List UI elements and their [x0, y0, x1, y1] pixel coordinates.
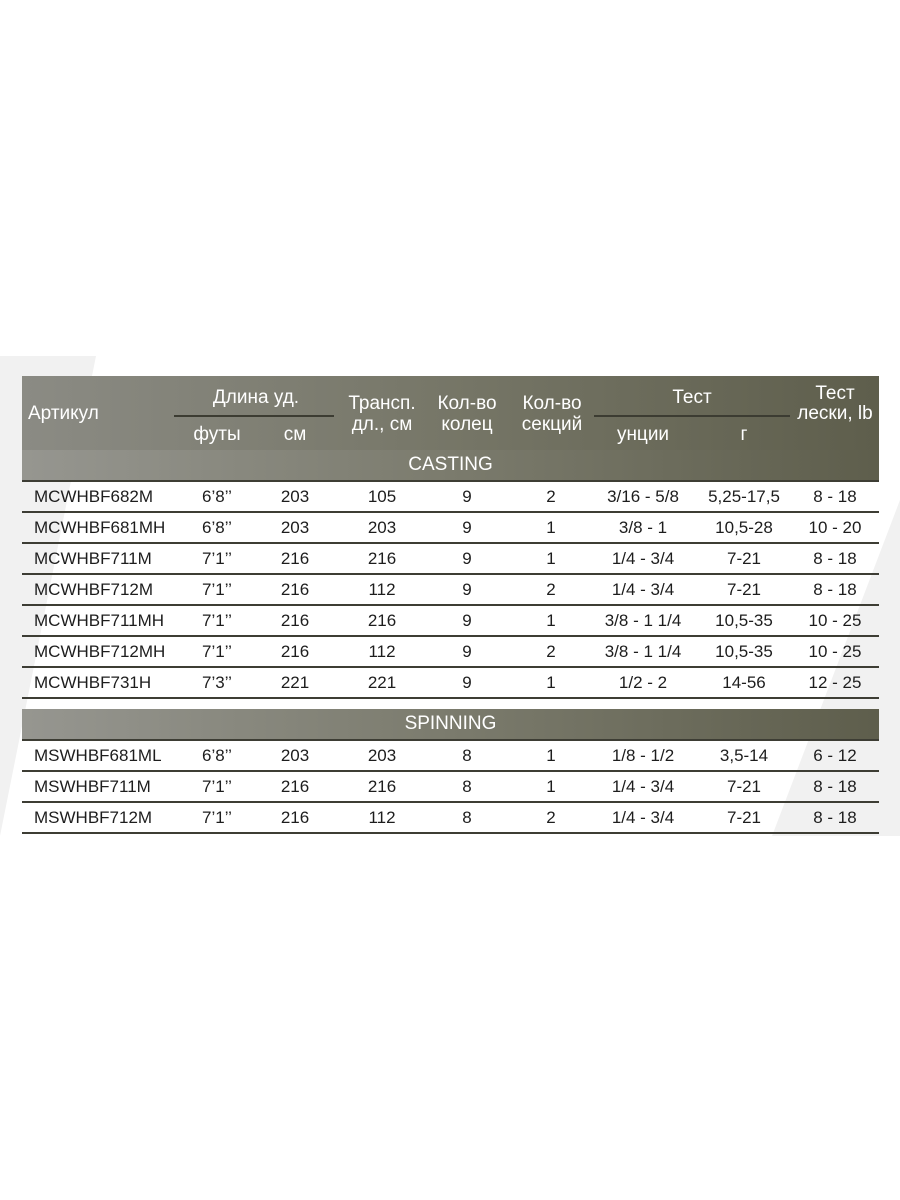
test-g-cell: 5,25-17,5: [708, 487, 780, 506]
table-header: [22, 376, 879, 450]
test-underline: [594, 415, 790, 417]
test-g-cell: 10,5-35: [715, 642, 773, 661]
length-cm-cell: 203: [280, 746, 310, 765]
section-spinning-title: SPINNING: [22, 709, 879, 739]
length-cm-cell: 216: [280, 611, 310, 630]
test-oz-cell: 1/4 - 3/4: [611, 580, 675, 599]
article-cell: MCWHBF711M: [34, 549, 152, 568]
sections-cell: 2: [546, 487, 556, 506]
test-oz-cell: 1/8 - 1/2: [611, 746, 675, 765]
sections-cell: 1: [546, 518, 556, 537]
rings-cell: 9: [462, 487, 472, 506]
rings-cell: 9: [462, 642, 472, 661]
length-ft-cell: 7’1’’: [202, 808, 232, 827]
sections-cell: 1: [546, 746, 556, 765]
spinning-rows: [22, 741, 879, 834]
length-cm-cell: 216: [280, 549, 310, 568]
casting-rows: [22, 482, 879, 699]
line-test-cell: 10 - 20: [808, 518, 862, 537]
length-cm-cell: 216: [280, 642, 310, 661]
article-cell: MCWHBF681MH: [34, 518, 166, 537]
length-cm-cell: 216: [280, 777, 310, 796]
test-g-cell: 7-21: [726, 580, 762, 599]
length-cm-cell: 221: [280, 673, 310, 692]
sections-cell: 1: [546, 549, 556, 568]
transport-cell: 112: [368, 580, 396, 599]
col-test-header: Тест: [672, 387, 712, 408]
length-cm-cell: 216: [280, 808, 310, 827]
table-row: [22, 772, 879, 803]
col-sections-header-1: Кол-во: [522, 393, 582, 414]
test-oz-cell: 3/8 - 1 1/4: [604, 611, 682, 630]
sections-cell: 1: [546, 611, 556, 630]
sections-cell: 1: [546, 673, 556, 692]
line-test-cell: 8 - 18: [813, 580, 857, 599]
col-transport-header-1: Трансп.: [348, 393, 416, 414]
table-row: [22, 741, 879, 772]
col-feet-header: футы: [193, 424, 241, 445]
rings-cell: 9: [462, 580, 472, 599]
length-ft-cell: 7’1’’: [202, 549, 232, 568]
sections-cell: 2: [546, 642, 556, 661]
rings-cell: 8: [462, 808, 472, 827]
col-line-test-header-2: лески, lb: [797, 403, 873, 424]
transport-cell: 216: [367, 611, 397, 630]
length-ft-cell: 6’8’’: [202, 746, 232, 765]
transport-cell: 203: [367, 746, 397, 765]
rings-cell: 9: [462, 611, 472, 630]
table-row: [22, 544, 879, 575]
length-cm-cell: 203: [280, 487, 310, 506]
line-test-cell: 12 - 25: [808, 673, 862, 692]
article-cell: MSWHBF681ML: [34, 746, 162, 765]
sections-cell: 1: [546, 777, 556, 796]
rings-cell: 8: [462, 777, 472, 796]
table-row: [22, 482, 879, 513]
transport-cell: 216: [367, 777, 397, 796]
col-transport-header-2: дл., см: [351, 414, 413, 435]
test-oz-cell: 1/4 - 3/4: [611, 777, 675, 796]
length-ft-cell: 6’8’’: [202, 487, 232, 506]
length-cm-cell: 203: [280, 518, 310, 537]
table-row: [22, 637, 879, 668]
table-row: [22, 513, 879, 544]
line-test-cell: 10 - 25: [808, 611, 862, 630]
transport-cell: 216: [367, 549, 397, 568]
col-grams-header: г: [740, 424, 748, 445]
col-length-header: Длина уд.: [212, 387, 300, 408]
transport-cell: 112: [368, 808, 396, 827]
col-ounces-header: унции: [616, 424, 670, 445]
test-oz-cell: 3/8 - 1 1/4: [604, 642, 682, 661]
length-ft-cell: 7’1’’: [202, 611, 232, 630]
article-cell: MCWHBF712M: [34, 580, 154, 599]
rings-cell: 9: [462, 673, 472, 692]
col-cm-header: см: [283, 424, 307, 445]
col-sections-header-2: секций: [521, 414, 583, 435]
article-cell: MCWHBF682M: [34, 487, 154, 506]
test-g-cell: 7-21: [726, 777, 762, 796]
col-rings-header-2: колец: [441, 414, 493, 435]
article-cell: MSWHBF711M: [34, 777, 151, 796]
length-ft-cell: 7’1’’: [202, 642, 232, 661]
length-underline: [174, 415, 334, 417]
length-ft-cell: 7’1’’: [202, 580, 232, 599]
length-ft-cell: 7’3’’: [202, 673, 232, 692]
test-g-cell: 7-21: [726, 549, 762, 568]
test-g-cell: 10,5-28: [715, 518, 773, 537]
line-test-cell: 8 - 18: [813, 808, 857, 827]
line-test-cell: 10 - 25: [808, 642, 862, 661]
line-test-cell: 8 - 18: [813, 549, 857, 568]
table-row: [22, 606, 879, 637]
article-cell: MCWHBF712MH: [34, 642, 166, 661]
line-test-cell: 8 - 18: [813, 487, 857, 506]
test-g-cell: 14-56: [722, 673, 766, 692]
test-g-cell: 7-21: [726, 808, 762, 827]
length-ft-cell: 7’1’’: [202, 777, 232, 796]
length-cm-cell: 216: [280, 580, 310, 599]
test-oz-cell: 1/4 - 3/4: [611, 808, 675, 827]
transport-cell: 221: [367, 673, 397, 692]
transport-cell: 105: [367, 487, 397, 506]
section-casting-title: CASTING: [22, 450, 879, 480]
col-line-test-header-1: Тест: [815, 383, 855, 404]
section-gap: [22, 699, 879, 709]
sections-cell: 2: [546, 580, 556, 599]
line-test-cell: 8 - 18: [813, 777, 857, 796]
test-g-cell: 10,5-35: [715, 611, 773, 630]
sections-cell: 2: [546, 808, 556, 827]
article-cell: MCWHBF731H: [34, 673, 152, 692]
test-oz-cell: 1/2 - 2: [618, 673, 668, 692]
rings-cell: 8: [462, 746, 472, 765]
transport-cell: 203: [367, 518, 397, 537]
col-rings-header-1: Кол-во: [437, 393, 497, 414]
test-oz-cell: 1/4 - 3/4: [611, 549, 675, 568]
rod-spec-table: [22, 376, 879, 834]
test-oz-cell: 3/8 - 1: [618, 518, 668, 537]
article-cell: MCWHBF711MH: [34, 611, 165, 630]
table-row: [22, 803, 879, 834]
test-g-cell: 3,5-14: [719, 746, 769, 765]
rings-cell: 9: [462, 518, 472, 537]
line-test-cell: 6 - 12: [813, 746, 857, 765]
article-cell: MSWHBF712M: [34, 808, 153, 827]
col-article-header: Артикул: [28, 403, 99, 424]
rings-cell: 9: [462, 549, 472, 568]
length-ft-cell: 6’8’’: [202, 518, 232, 537]
table-row: [22, 575, 879, 606]
table-row: [22, 668, 879, 699]
test-oz-cell: 3/16 - 5/8: [607, 487, 679, 506]
transport-cell: 112: [368, 642, 396, 661]
